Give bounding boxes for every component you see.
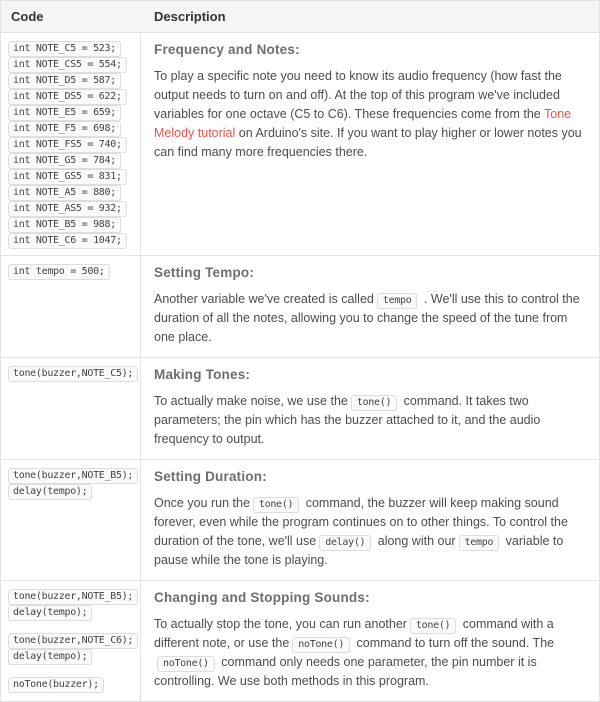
section-heading: Setting Duration:: [154, 469, 267, 484]
code-group: [8, 631, 138, 663]
table-row: [1, 255, 599, 357]
code-snippet: int tempo = 500;: [8, 264, 110, 280]
column-header-description: Description: [154, 9, 226, 24]
code-snippet: int NOTE_CS5 = 554;: [8, 57, 127, 73]
description-cell: [141, 581, 599, 701]
code-line: [8, 466, 138, 482]
code-line: [8, 55, 138, 71]
code-line: [8, 262, 138, 278]
description-text: command to turn off the sound. The: [353, 636, 555, 650]
description-text: command with a different note, or use the: [154, 617, 554, 650]
code-group: [8, 364, 138, 380]
column-header-code: Code: [11, 9, 44, 24]
inline-code: tempo: [377, 293, 418, 309]
code-line: [8, 87, 138, 103]
table-header-row: [1, 1, 599, 33]
description-text: To actually stop the tone, you can run another: [154, 617, 407, 631]
description-text: variable to pause while the tone is playing.: [154, 534, 564, 567]
code-snippet: tone(buzzer,NOTE_C6);: [8, 633, 138, 649]
description-paragraph: [154, 67, 585, 162]
section-heading: Making Tones:: [154, 367, 251, 382]
description-text: command, the buzzer will keep making sound forever, even while the program continues on to other things. To control the duration of the tone, we'll use: [154, 496, 568, 548]
code-line: [8, 364, 138, 380]
code-cell: [1, 358, 141, 459]
tone-melody-tutorial-link[interactable]: Tone Melody tutorial: [154, 107, 572, 140]
code-line: [8, 183, 138, 199]
code-line: [8, 167, 138, 183]
code-snippet: int NOTE_GS5 = 831;: [8, 169, 127, 185]
code-cell: [1, 256, 141, 357]
section-heading: Setting Tempo:: [154, 265, 255, 280]
code-group: [8, 262, 138, 278]
description-text: along with our: [374, 534, 456, 548]
description-paragraph: [154, 494, 585, 570]
code-snippet: int NOTE_G5 = 784;: [8, 153, 121, 169]
code-snippet: tone(buzzer,NOTE_B5);: [8, 468, 138, 484]
table-row: [1, 33, 599, 255]
table-body: [1, 33, 599, 701]
code-line: [8, 675, 138, 691]
code-line: [8, 231, 138, 247]
description-paragraph: [154, 615, 585, 691]
inline-code: delay(): [319, 535, 371, 551]
inline-code: tone(): [253, 497, 299, 513]
code-line: [8, 587, 138, 603]
description-text: To actually make noise, we use the: [154, 394, 348, 408]
description-text: command. It takes two parameters; the pin which has the buzzer attached to it, and the audio frequency to output.: [154, 394, 541, 446]
code-snippet: delay(tempo);: [8, 605, 92, 621]
code-line: [8, 647, 138, 663]
code-snippet: int NOTE_AS5 = 932;: [8, 201, 127, 217]
code-cell: [1, 460, 141, 580]
table-row: [1, 459, 599, 580]
code-line: [8, 119, 138, 135]
description-text: Once you run the: [154, 496, 250, 510]
description-text: To play a specific note you need to know its audio frequency (how fast the output needs to turn on and off). At the top of this program we've included variables for one octave (C5 to C6). These frequencies come from the: [154, 69, 562, 121]
code-snippet: int NOTE_E5 = 659;: [8, 105, 121, 121]
code-snippet: int NOTE_D5 = 587;: [8, 73, 121, 89]
code-snippet: int NOTE_DS5 = 622;: [8, 89, 127, 105]
code-cell: [1, 33, 141, 255]
table-row: [1, 357, 599, 459]
code-line: [8, 151, 138, 167]
code-snippet: noTone(buzzer);: [8, 677, 104, 693]
section-heading: Changing and Stopping Sounds:: [154, 590, 370, 605]
code-line: [8, 482, 138, 498]
description-text: Another variable we've created is called: [154, 292, 374, 306]
code-line: [8, 39, 138, 55]
code-snippet: int NOTE_FS5 = 740;: [8, 137, 127, 153]
description-cell: [141, 33, 599, 255]
section-heading: Frequency and Notes:: [154, 42, 300, 57]
inline-code: tone(): [351, 395, 397, 411]
table-row: [1, 580, 599, 701]
code-snippet: tone(buzzer,NOTE_C5);: [8, 366, 138, 382]
inline-code: noTone(): [292, 637, 350, 653]
code-group: [8, 675, 138, 691]
description-text: on Arduino's site. If you want to play higher or lower notes you can find many more frequencies there.: [154, 126, 582, 159]
inline-code: tempo: [459, 535, 500, 551]
code-cell: [1, 581, 141, 701]
code-snippet: int NOTE_B5 = 988;: [8, 217, 121, 233]
code-line: [8, 603, 138, 619]
code-line: [8, 631, 138, 647]
code-line: [8, 215, 138, 231]
code-snippet: int NOTE_A5 = 880;: [8, 185, 121, 201]
description-cell: [141, 358, 599, 459]
code-snippet: tone(buzzer,NOTE_B5);: [8, 589, 138, 605]
description-paragraph: [154, 392, 585, 449]
code-snippet: delay(tempo);: [8, 484, 92, 500]
code-line: [8, 199, 138, 215]
code-snippet: int NOTE_F5 = 698;: [8, 121, 121, 137]
description-text: command only needs one parameter, the pin number it is controlling. We use both methods in this program.: [154, 655, 537, 688]
description-paragraph: [154, 290, 585, 347]
description-text: . We'll use this to control the duration of all the notes, allowing you to change the speed of the tune from one place.: [154, 292, 580, 344]
inline-code: noTone(): [157, 656, 215, 672]
code-group: [8, 587, 138, 619]
code-snippet: delay(tempo);: [8, 649, 92, 665]
code-group: [8, 466, 138, 498]
code-line: [8, 135, 138, 151]
description-cell: [141, 460, 599, 580]
code-snippet: int NOTE_C6 = 1047;: [8, 233, 127, 249]
code-line: [8, 103, 138, 119]
inline-code: tone(): [410, 618, 456, 634]
description-cell: [141, 256, 599, 357]
code-group: [8, 39, 138, 247]
code-line: [8, 71, 138, 87]
code-snippet: int NOTE_C5 = 523;: [8, 41, 121, 57]
